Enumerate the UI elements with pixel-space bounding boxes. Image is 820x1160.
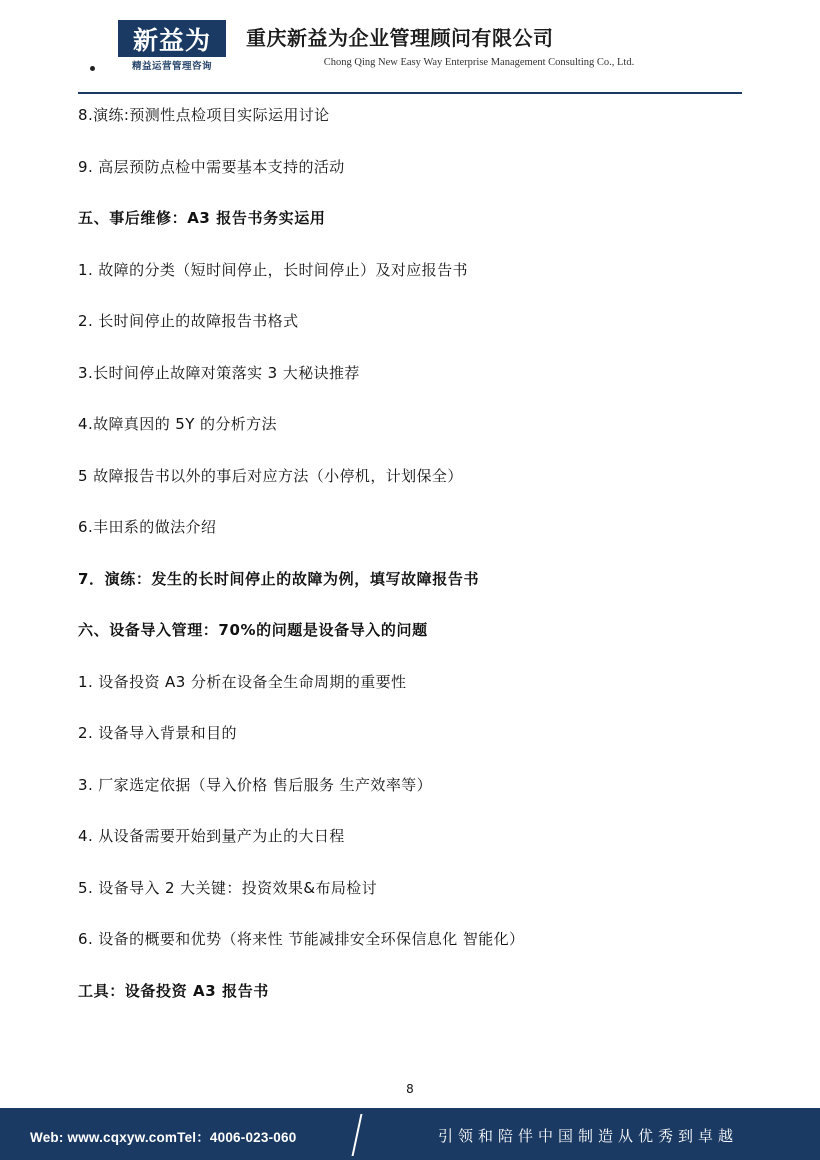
body-line: 1. 设备投资 A3 分析在设备全生命周期的重要性: [78, 672, 407, 691]
logo-subtitle: 精益运营管理咨询: [131, 61, 212, 72]
header-divider: [78, 92, 742, 94]
body-line: 9. 高层预防点检中需要基本支持的活动: [78, 157, 345, 176]
body-line: 2. 长时间停止的故障报告书格式: [78, 312, 299, 330]
body-line: 6.丰田系的做法介绍: [78, 518, 217, 536]
header-content: [78, 14, 742, 88]
logo-mark: 新益为: [118, 20, 226, 57]
section-heading: 五、事后维修：A3 报告书务实运用: [78, 209, 326, 227]
footer-contact: Web: www.cqxyw.comTel：4006-023-060: [30, 1130, 297, 1145]
section-heading: 六、设备导入管理：70%的问题是设备导入的问题: [78, 621, 428, 639]
company-name-cn: 重庆新益为企业管理顾问有限公司: [246, 28, 554, 50]
document-footer: [0, 1098, 820, 1160]
tool-heading: 工具：设备投资 A3 报告书: [78, 981, 269, 1000]
body-line: 8.演练:预测性点检项目实际运用讨论: [78, 106, 330, 124]
footer-slogan: 引领和陪伴中国制造从优秀到卓越: [437, 1127, 738, 1145]
header-titles: [246, 14, 742, 70]
body-line: 3.长时间停止故障对策落实 3 大秘诀推荐: [78, 363, 360, 382]
body-line: 4.故障真因的 5Y 的分析方法: [78, 415, 277, 433]
body-line-bold: 7．演练：发生的长时间停止的故障为例，填写故障报告书: [78, 569, 480, 588]
body-line: 6. 设备的概要和优势（将来性 节能减排安全环保信息化 智能化）: [78, 930, 525, 948]
body-line: 1. 故障的分类（短时间停止，长时间停止）及对应报告书: [78, 260, 468, 279]
document-header: [0, 0, 820, 92]
document-body: [78, 104, 742, 1031]
body-line: 2. 设备导入背景和目的: [78, 724, 237, 742]
company-name-en: Chong Qing New Easy Way Enterprise Management Consulting Co., Ltd.: [323, 57, 635, 68]
body-line: 3. 厂家选定依据（导入价格 售后服务 生产效率等）: [78, 775, 433, 794]
body-line: 4. 从设备需要开始到量产为止的大日程: [78, 827, 345, 845]
body-line: 5. 设备导入 2 大关键：投资效果&布局检讨: [78, 878, 378, 897]
company-logo: [118, 20, 226, 72]
page-number: 8: [406, 1082, 414, 1096]
body-line: 5 故障报告书以外的事后对应方法（小停机，计划保全）: [78, 466, 463, 485]
